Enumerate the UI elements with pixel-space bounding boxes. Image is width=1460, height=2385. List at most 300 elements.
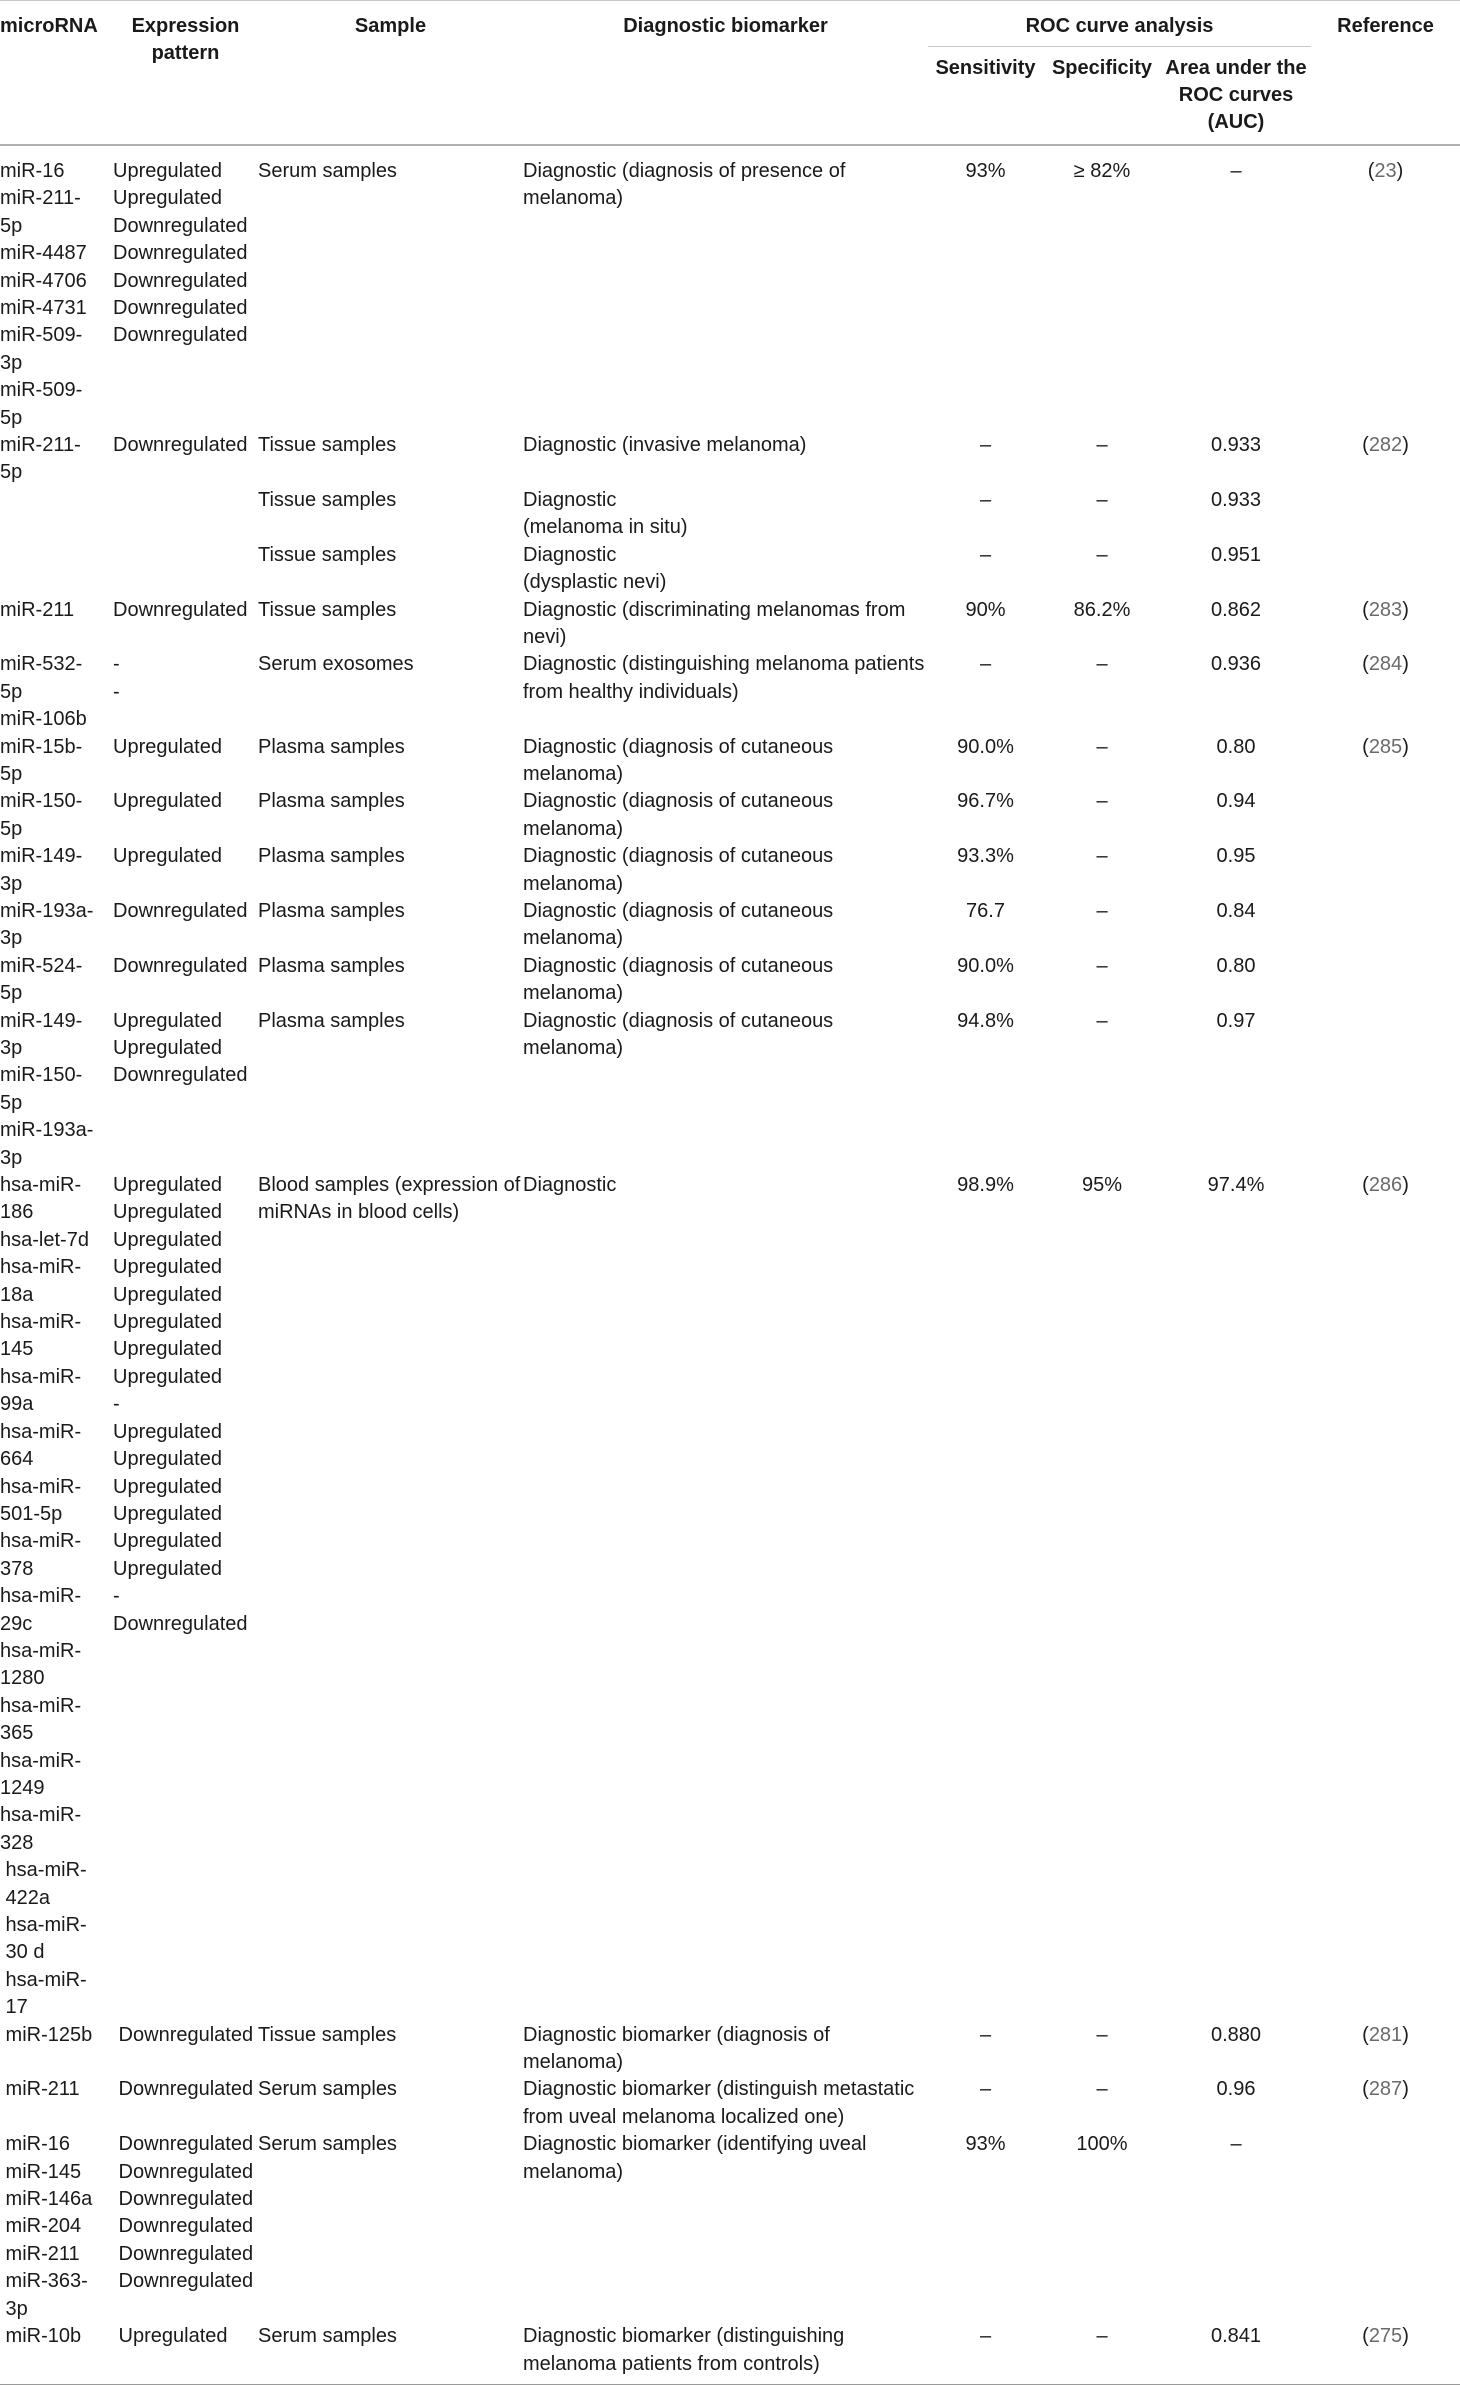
cell-microrna (0, 843, 113, 898)
reference-link[interactable]: 285 (1368, 735, 1403, 758)
cell-microrna-line: 99a (0, 1393, 34, 1416)
cell-microrna-line: miR-211- (0, 187, 81, 210)
cell-reference: (286) (1362, 1174, 1409, 1197)
cell-sensitivity (928, 145, 1043, 432)
cell-sample-text: Serum samples (258, 2133, 397, 2156)
cell-expression-pattern-line: Upregulated (113, 1201, 222, 1224)
table-row (0, 1172, 1460, 2022)
cell-specificity-text: 86.2% (1073, 598, 1131, 621)
cell-expression-pattern-line: Downregulated (113, 269, 248, 292)
table-row (0, 145, 1460, 432)
cell-sensitivity-text: – (979, 653, 992, 676)
cell-expression-pattern (113, 651, 258, 733)
cell-sensitivity-text: 98.9% (957, 1174, 1014, 1197)
cell-auc-text: – (1230, 2133, 1242, 2156)
cell-sensitivity (928, 651, 1043, 733)
cell-expression-pattern-line: Downregulated (113, 2188, 254, 2211)
cell-diagnostic-biomarker-text: Diagnostic biomarker (distinguishing melanoma patients from controls) (523, 2325, 845, 2375)
cell-sample-text: Plasma samples (258, 899, 405, 922)
cell-reference (1311, 2131, 1460, 2323)
cell-expression-pattern-line: Upregulated (113, 1311, 222, 1334)
cell-specificity-text: – (1096, 488, 1108, 511)
reference-link[interactable]: 282 (1368, 434, 1403, 457)
cell-sample-text: Tissue samples (258, 543, 397, 566)
cell-microrna-line: 5p (0, 680, 23, 703)
cell-microrna-line: miR-150- (0, 790, 83, 813)
cell-microrna (0, 2131, 113, 2323)
cell-auc-text: 0.880 (1210, 2023, 1262, 2046)
cell-sensitivity (928, 843, 1043, 898)
cell-microrna-line: miR-145 (0, 2160, 82, 2183)
cell-expression-pattern-line: Downregulated (113, 297, 248, 320)
cell-microrna-line: miR-4731 (0, 297, 87, 320)
cell-expression-pattern-line: Upregulated (113, 1420, 222, 1443)
cell-auc-text: 0.84 (1216, 899, 1256, 922)
cell-auc (1161, 432, 1311, 487)
cell-diagnostic-biomarker (523, 843, 928, 898)
cell-diagnostic-biomarker-text: Diagnostic (diagnosis of cutaneous melanoma) (523, 845, 834, 895)
col-header-microrna: microRNA (0, 15, 98, 37)
cell-diagnostic-biomarker (523, 651, 928, 733)
cell-diagnostic-biomarker-text: Diagnostic (diagnosis of cutaneous melanoma) (523, 1009, 834, 1059)
table-row (0, 542, 1460, 597)
cell-expression-pattern (113, 788, 258, 843)
table-row (0, 2076, 1460, 2131)
reference-link[interactable]: 281 (1368, 2023, 1403, 2046)
cell-specificity (1043, 843, 1161, 898)
cell-expression-pattern (113, 734, 258, 789)
cell-microrna-line: hsa-miR- (0, 1639, 82, 1662)
cell-expression-pattern (113, 1008, 258, 1172)
cell-diagnostic-biomarker (523, 432, 928, 487)
col-header-roc-group: ROC curve analysis (928, 1, 1311, 47)
cell-microrna-line: miR-149- (0, 1009, 83, 1032)
cell-microrna-line: hsa-miR- (0, 1530, 82, 1553)
cell-sample (258, 651, 523, 733)
cell-auc (1161, 2131, 1311, 2323)
cell-microrna-line: 3p (0, 1146, 23, 1169)
cell-microrna-line: 1249 (0, 1776, 45, 1799)
cell-auc-text: 0.96 (1216, 2078, 1256, 2101)
cell-expression-pattern-line: Upregulated (113, 845, 222, 868)
cell-microrna-line: hsa-miR- (0, 1914, 87, 1936)
cell-expression-pattern-line: Downregulated (113, 434, 248, 457)
cell-auc-text: 0.951 (1210, 543, 1262, 566)
cell-sensitivity-text: – (979, 2325, 992, 2348)
cell-microrna-line: hsa-let-7d (0, 1228, 89, 1251)
table-row (0, 2131, 1460, 2323)
cell-diagnostic-biomarker-text: Diagnostic (diagnosis of presence of melanoma) (523, 160, 846, 210)
cell-specificity-text: – (1096, 954, 1108, 977)
cell-sample-text: Plasma samples (258, 845, 405, 868)
col-header-specificity: Specificity (1051, 57, 1153, 79)
cell-microrna-line: hsa-miR- (0, 1174, 82, 1197)
cell-microrna-line: 18a (0, 1283, 34, 1306)
cell-expression-pattern (113, 953, 258, 1008)
cell-microrna-line: miR-125b (0, 2023, 93, 2046)
cell-auc (1161, 1008, 1311, 1172)
cell-reference: (282) (1362, 434, 1409, 457)
cell-diagnostic-biomarker-text: Diagnostic biomarker (distinguish metastatic from uveal melanoma localized one) (523, 2078, 915, 2128)
cell-sensitivity (928, 1172, 1043, 2022)
cell-expression-pattern-line: Upregulated (113, 1174, 222, 1197)
cell-microrna-line: miR-204 (0, 2215, 82, 2238)
cell-sensitivity (928, 597, 1043, 652)
cell-diagnostic-biomarker (523, 542, 928, 597)
cell-expression-pattern-line: Upregulated (113, 1502, 222, 1525)
reference-link[interactable]: 284 (1368, 653, 1403, 676)
cell-specificity (1043, 542, 1161, 597)
cell-auc (1161, 597, 1311, 652)
cell-sensitivity-text: 96.7% (957, 790, 1014, 813)
cell-microrna (0, 898, 113, 953)
cell-sensitivity-text: 94.8% (957, 1009, 1014, 1032)
cell-microrna-line: 5p (0, 762, 23, 785)
cell-sample (258, 2022, 523, 2077)
cell-sensitivity (928, 542, 1043, 597)
cell-expression-pattern-line: - (113, 1585, 120, 1608)
table-row (0, 953, 1460, 1008)
cell-microrna-line: 5p (0, 982, 23, 1005)
cell-expression-pattern-line: Upregulated (113, 1475, 222, 1498)
cell-microrna-line: 422a (0, 1886, 51, 1909)
cell-specificity (1043, 1008, 1161, 1172)
cell-microrna-line: miR-193a- (0, 1119, 94, 1142)
cell-auc (1161, 487, 1311, 542)
cell-microrna-line: miR-4706 (0, 269, 87, 292)
cell-specificity-text: – (1096, 2325, 1108, 2348)
cell-microrna-line: 3p (0, 927, 23, 950)
cell-sample (258, 542, 523, 597)
cell-microrna-line: miR-146a (0, 2188, 93, 2211)
cell-sensitivity-text: – (979, 434, 992, 457)
cell-auc (1161, 2022, 1311, 2077)
cell-sample-text: Serum exosomes (258, 653, 414, 676)
cell-auc-text: 0.862 (1210, 598, 1262, 621)
cell-diagnostic-biomarker (523, 2323, 928, 2384)
cell-expression-pattern (113, 597, 258, 652)
cell-microrna-line: 501-5p (0, 1502, 63, 1525)
cell-microrna-line: hsa-miR- (0, 1365, 82, 1388)
cell-auc (1161, 734, 1311, 789)
cell-sample (258, 1008, 523, 1172)
cell-sensitivity-text: – (979, 543, 992, 566)
cell-expression-pattern (113, 432, 258, 487)
cell-microrna-line: 5p (0, 214, 23, 237)
cell-reference: (283) (1362, 598, 1409, 621)
cell-microrna-line: miR-16 (0, 160, 65, 182)
cell-expression-pattern (113, 145, 258, 432)
cell-auc-text: 0.841 (1210, 2325, 1262, 2348)
cell-diagnostic-biomarker-text: Diagnostic biomarker (identifying uveal melanoma) (523, 2133, 867, 2183)
reference-link[interactable]: 287 (1368, 2078, 1403, 2101)
cell-sensitivity (928, 2076, 1043, 2131)
table-row (0, 1008, 1460, 1172)
col-header-expression-pattern: Expression pattern (131, 15, 240, 64)
reference-link[interactable]: 275 (1368, 2325, 1403, 2348)
cell-expression-pattern-line: Upregulated (113, 187, 222, 210)
cell-sensitivity (928, 2131, 1043, 2323)
cell-diagnostic-biomarker (523, 2022, 928, 2077)
cell-microrna-line: hsa-miR- (0, 1420, 82, 1443)
reference-link[interactable]: 286 (1368, 1174, 1403, 1197)
cell-microrna (0, 2076, 113, 2131)
cell-expression-pattern (113, 2131, 258, 2323)
cell-specificity (1043, 2022, 1161, 2077)
table-row (0, 843, 1460, 898)
cell-microrna-line: 378 (0, 1557, 34, 1580)
cell-sample-text: Tissue samples (258, 488, 397, 511)
cell-microrna-line: 5p (0, 461, 23, 484)
cell-sensitivity-text: – (979, 488, 992, 511)
cell-microrna-line: 3p (0, 351, 23, 374)
cell-microrna-line: miR-4487 (0, 242, 87, 265)
table-row (0, 432, 1460, 487)
cell-microrna-line: miR-211- (0, 434, 81, 457)
cell-microrna-line: 1280 (0, 1667, 45, 1690)
cell-specificity (1043, 651, 1161, 733)
cell-sample (258, 2076, 523, 2131)
col-header-sample: Sample (354, 15, 427, 37)
cell-diagnostic-biomarker-text: Diagnostic (dysplastic nevi) (523, 543, 667, 594)
cell-auc-text: 0.80 (1216, 954, 1256, 977)
table-row (0, 898, 1460, 953)
table-row (0, 651, 1460, 733)
cell-sensitivity-text: 93% (965, 2133, 1006, 2156)
cell-reference (1311, 1008, 1460, 1172)
cell-diagnostic-biomarker (523, 953, 928, 1008)
cell-expression-pattern-line: Downregulated (113, 899, 248, 922)
cell-diagnostic-biomarker-text: Diagnostic (diagnosis of cutaneous melanoma) (523, 899, 834, 950)
cell-expression-pattern-line: Downregulated (113, 324, 248, 347)
cell-specificity (1043, 432, 1161, 487)
cell-specificity (1043, 2131, 1161, 2323)
cell-expression-pattern (113, 2323, 258, 2384)
cell-specificity-text: – (1096, 434, 1108, 457)
cell-sample (258, 145, 523, 432)
cell-sensitivity-text: 90% (965, 598, 1006, 621)
cell-expression-pattern-line: Upregulated (113, 735, 222, 758)
cell-auc-text: 0.933 (1210, 488, 1262, 511)
cell-microrna-line: hsa-miR- (0, 1804, 82, 1827)
cell-expression-pattern (113, 542, 258, 597)
cell-auc-text: 0.97 (1216, 1009, 1256, 1032)
cell-expression-pattern-line: Upregulated (113, 2325, 228, 2348)
cell-sample (258, 734, 523, 789)
cell-sample-text: Plasma samples (258, 790, 405, 813)
table-row (0, 2022, 1460, 2077)
cell-expression-pattern-line: Upregulated (113, 1557, 222, 1580)
cell-microrna-line: hsa-miR- (0, 1256, 82, 1279)
cell-expression-pattern-line: Downregulated (113, 2160, 254, 2183)
cell-sample (258, 2131, 523, 2323)
cell-microrna-line: miR-16 (0, 2133, 71, 2156)
table-row (0, 734, 1460, 789)
cell-diagnostic-biomarker (523, 1172, 928, 2022)
cell-microrna (0, 1008, 113, 1172)
cell-specificity-text: – (1096, 845, 1108, 868)
cell-microrna-line: 186 (0, 1201, 34, 1224)
cell-microrna (0, 2323, 113, 2384)
cell-specificity (1043, 2323, 1161, 2384)
cell-expression-pattern-line: Upregulated (113, 790, 222, 813)
cell-auc-text: 0.80 (1216, 735, 1256, 758)
cell-auc (1161, 898, 1311, 953)
cell-sensitivity (928, 734, 1043, 789)
cell-sample (258, 2323, 523, 2384)
cell-diagnostic-biomarker (523, 487, 928, 542)
cell-specificity (1043, 2076, 1161, 2131)
table-row (0, 2323, 1460, 2384)
cell-auc-text: 0.933 (1210, 434, 1262, 457)
cell-microrna-line: 328 (0, 1831, 34, 1854)
cell-microrna-line: hsa-miR- (0, 1475, 82, 1498)
cell-expression-pattern-line: - (113, 653, 120, 676)
cell-sample-text: Serum samples (258, 2078, 397, 2101)
cell-diagnostic-biomarker-text: Diagnostic (discriminating melanomas from nevi) (523, 598, 906, 648)
cell-sensitivity-text: – (979, 2023, 992, 2046)
cell-expression-pattern-line: Downregulated (113, 954, 248, 977)
cell-auc (1161, 843, 1311, 898)
cell-reference (1311, 843, 1460, 898)
cell-diagnostic-biomarker-text: Diagnostic biomarker (diagnosis of melanoma) (523, 2023, 830, 2074)
cell-sensitivity (928, 1008, 1043, 1172)
col-header-diagnostic-biomarker: Diagnostic biomarker (623, 15, 828, 37)
cell-auc (1161, 542, 1311, 597)
cell-specificity-text: ≥ 82% (1073, 160, 1131, 182)
cell-auc (1161, 2323, 1311, 2384)
cell-diagnostic-biomarker-text: Diagnostic (melanoma in situ) (523, 488, 688, 539)
cell-expression-pattern-line: Downregulated (113, 1064, 248, 1087)
cell-expression-pattern-line: Upregulated (113, 160, 222, 182)
cell-sample-text: Plasma samples (258, 735, 405, 758)
cell-sample-text: Blood samples (expression of miRNAs in blood cells) (258, 1174, 521, 1224)
cell-expression-pattern-line: - (113, 1393, 120, 1416)
cell-expression-pattern-line: - (113, 680, 120, 703)
cell-expression-pattern-line: Upregulated (113, 1283, 222, 1306)
cell-microrna (0, 597, 113, 652)
cell-diagnostic-biomarker (523, 2076, 928, 2131)
cell-sensitivity-text: – (979, 2078, 992, 2101)
cell-microrna-line: 17 (0, 1996, 28, 2019)
table-row (0, 597, 1460, 652)
cell-specificity-text: – (1096, 2023, 1108, 2046)
cell-expression-pattern-line: Upregulated (113, 1256, 222, 1279)
cell-microrna-line: hsa-miR- (0, 1749, 82, 1772)
cell-expression-pattern (113, 843, 258, 898)
cell-auc-text: 97.4% (1207, 1174, 1265, 1197)
cell-specificity (1043, 734, 1161, 789)
cell-microrna-line: 29c (0, 1612, 33, 1635)
cell-specificity (1043, 898, 1161, 953)
cell-microrna-line: miR-509- (0, 379, 83, 402)
cell-specificity (1043, 145, 1161, 432)
cell-diagnostic-biomarker (523, 788, 928, 843)
cell-expression-pattern (113, 1172, 258, 2022)
cell-specificity-text: – (1096, 543, 1108, 566)
cell-auc (1161, 2076, 1311, 2131)
cell-microrna-line: hsa-miR- (0, 1968, 87, 1991)
cell-microrna-line: hsa-miR- (0, 1694, 82, 1717)
cell-specificity-text: – (1096, 899, 1108, 922)
cell-specificity (1043, 487, 1161, 542)
cell-specificity-text: – (1096, 790, 1108, 813)
cell-specificity-text: – (1096, 1009, 1108, 1032)
cell-diagnostic-biomarker (523, 597, 928, 652)
cell-sample-text: Serum samples (258, 160, 397, 182)
cell-sample-text: Plasma samples (258, 1009, 405, 1032)
cell-sample-text: Serum samples (258, 2325, 397, 2348)
cell-expression-pattern-line: Downregulated (113, 2023, 254, 2046)
cell-sensitivity-text: 76.7 (966, 899, 1005, 922)
table-body (0, 145, 1460, 2384)
cell-expression-pattern-line: Upregulated (113, 1037, 222, 1059)
cell-auc (1161, 145, 1311, 432)
cell-expression-pattern-line: Upregulated (113, 1338, 222, 1361)
cell-sample-text: Tissue samples (258, 2023, 397, 2046)
cell-expression-pattern-line: Upregulated (113, 1365, 222, 1388)
cell-expression-pattern (113, 487, 258, 542)
cell-microrna-line: hsa-miR- (0, 1311, 82, 1334)
cell-expression-pattern (113, 2076, 258, 2131)
table-row (0, 788, 1460, 843)
cell-specificity-text: 95% (1081, 1174, 1123, 1197)
cell-auc (1161, 953, 1311, 1008)
reference-link[interactable]: 23 (1374, 160, 1397, 182)
cell-microrna-line: 5p (0, 1091, 23, 1114)
reference-link[interactable]: 283 (1368, 598, 1403, 621)
cell-microrna-line: 3p (0, 2297, 28, 2320)
cell-microrna-line: 3p (0, 872, 23, 895)
cell-expression-pattern-line: Downregulated (113, 2242, 254, 2265)
cell-auc-text: – (1230, 160, 1242, 182)
cell-microrna (0, 651, 113, 733)
cell-expression-pattern-line: Downregulated (113, 2133, 254, 2156)
cell-sensitivity-text: 90.0% (957, 954, 1014, 977)
cell-microrna-line: miR-149- (0, 845, 83, 868)
cell-microrna-line: miR-363- (0, 2270, 88, 2293)
cell-microrna (0, 487, 113, 542)
cell-sample-text: Tissue samples (258, 598, 397, 621)
cell-expression-pattern-line: Downregulated (113, 1612, 248, 1635)
cell-expression-pattern-line: Upregulated (113, 1228, 222, 1251)
cell-diagnostic-biomarker-text: Diagnostic (523, 1174, 617, 1197)
cell-sensitivity (928, 2022, 1043, 2077)
cell-sensitivity (928, 432, 1043, 487)
cell-reference (1311, 542, 1460, 597)
cell-expression-pattern (113, 898, 258, 953)
cell-microrna-line: 3p (0, 1037, 23, 1059)
cell-diagnostic-biomarker (523, 145, 928, 432)
cell-microrna (0, 734, 113, 789)
cell-expression-pattern-line: Upregulated (113, 1009, 222, 1032)
cell-reference (1311, 898, 1460, 953)
cell-auc (1161, 1172, 1311, 2022)
cell-sample (258, 1172, 523, 2022)
cell-expression-pattern-line: Downregulated (113, 2270, 254, 2293)
table-header (0, 1, 1460, 146)
cell-reference (1311, 487, 1460, 542)
cell-reference: (275) (1362, 2325, 1409, 2348)
cell-diagnostic-biomarker (523, 898, 928, 953)
cell-microrna-line: 664 (0, 1448, 34, 1471)
cell-diagnostic-biomarker-text: Diagnostic (invasive melanoma) (523, 434, 807, 457)
cell-microrna (0, 1172, 113, 2022)
cell-microrna (0, 788, 113, 843)
cell-microrna-line: miR-211 (0, 2078, 80, 2101)
cell-microrna (0, 2022, 113, 2077)
cell-microrna (0, 953, 113, 1008)
